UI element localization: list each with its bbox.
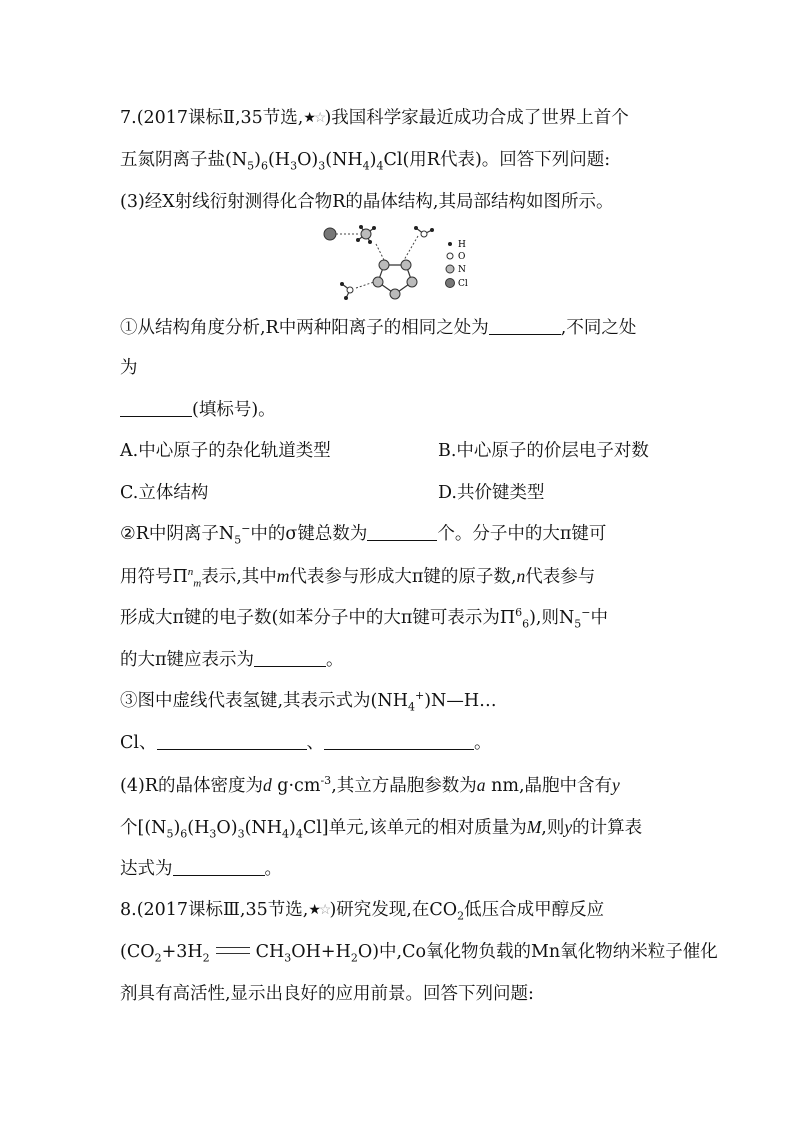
q8-line3: 剂具有高活性,显示出良好的应用前景。回答下列问题: (120, 984, 534, 1004)
var-n: n (516, 566, 526, 586)
text: 用符号Π (120, 567, 188, 587)
q7-sub2-line2 (120, 566, 596, 590)
text: 达式为 (120, 859, 173, 879)
text: 代表参与形成大π键的原子数, (289, 567, 517, 587)
answer-blank-1[interactable] (489, 318, 561, 335)
text: ,其立方晶胞参数为 (331, 776, 477, 796)
text: O)中,Co氧化物负载的Mn氧化物纳米粒子催化 (357, 942, 718, 962)
var-y: y (612, 775, 620, 795)
superscript: n (187, 566, 194, 579)
legend-label-h: H (458, 240, 466, 250)
nitrogen-atom-ring (379, 260, 389, 270)
q7-source: 7.(2017课标Ⅱ,35节选, (120, 108, 304, 128)
q7-sub2-line3 (120, 606, 609, 631)
nitrogen-atom-ring (373, 277, 383, 287)
text: (NH (244, 818, 282, 838)
text: )N—H… (424, 691, 497, 711)
nitrogen-atom-ring (407, 277, 417, 287)
superscript: − (241, 522, 251, 536)
text: 低压合成甲醇反应 (464, 900, 605, 920)
var-m: m (276, 566, 290, 586)
text: 、 (306, 733, 324, 753)
q7-sub1-line1 (120, 318, 636, 338)
hydrogen-atom (372, 226, 376, 230)
subscript: 2 (154, 951, 162, 965)
subscript: 4 (281, 827, 289, 841)
chlorine-atom (324, 228, 336, 240)
var-d: d (262, 775, 272, 795)
text: nm,晶胞中含有 (491, 776, 613, 796)
superscript: -3 (320, 774, 332, 788)
text: ) (254, 150, 261, 170)
subscript: 4 (376, 159, 384, 173)
subscript: 5 (574, 617, 582, 631)
oxygen-atom (347, 287, 353, 293)
subscript: 3 (290, 159, 298, 173)
subscript: 6 (260, 159, 268, 173)
q7-line2 (120, 150, 611, 173)
legend-label-o: O (458, 252, 466, 262)
answer-blank-5[interactable] (157, 733, 307, 750)
text: 中的σ键总数为 (250, 524, 368, 544)
text: OH+H (291, 942, 351, 962)
text: ) (288, 818, 296, 838)
subscript: 5 (166, 827, 174, 841)
subscript: 4 (407, 700, 415, 714)
text: 中 (590, 608, 609, 628)
superscript: + (414, 689, 425, 703)
subscript: 3 (318, 159, 326, 173)
nitrogen-atom-ring (401, 260, 411, 270)
subscript: 3 (284, 951, 292, 965)
text: 。 (474, 733, 492, 753)
text: CH (255, 942, 285, 962)
hydrogen-atom (344, 296, 348, 300)
option-b[interactable]: B.中心原子的价层电子对数 (438, 441, 649, 461)
text: ③图中虚线代表氢键,其表示式为(NH (120, 691, 408, 711)
q7-sub1-line3 (120, 400, 276, 420)
legend-chlorine-marker (446, 279, 455, 288)
text: (H (267, 150, 291, 170)
text: 形成大π键的电子数(如苯分子中的大π键可表示为Π (120, 608, 516, 628)
text: )研究发现,在CO (329, 900, 458, 920)
text: (填标号)。 (192, 400, 276, 420)
difficulty-star-icon: ★ (308, 902, 319, 918)
answer-blank-4[interactable] (254, 650, 326, 667)
legend-label-cl: Cl (458, 279, 468, 289)
q7-sub3-line1 (120, 689, 497, 714)
subscript: 5 (247, 159, 255, 173)
q7-sub2-line1 (120, 522, 607, 547)
option-a[interactable]: A.中心原子的杂化轨道类型 (120, 441, 331, 461)
text: ①从结构角度分析,R中两种阳离子的相同之处为 (120, 318, 489, 338)
option-c[interactable]: C.立体结构 (120, 483, 209, 503)
hydrogen-atom (356, 238, 360, 242)
answer-blank-3[interactable] (367, 524, 437, 541)
superscript: 6 (515, 606, 523, 620)
answer-blank-6[interactable] (324, 733, 474, 750)
text: O) (297, 150, 319, 170)
difficulty-star-empty-icon: ☆ (313, 110, 325, 126)
q8-line1 (120, 900, 605, 923)
text: +3H (161, 942, 203, 962)
var-y: y (564, 817, 573, 837)
text: ②R中阴离子N (120, 524, 235, 544)
text: ) (173, 818, 181, 838)
q7-part4-line3 (120, 859, 282, 879)
text: Cl(用R代表)。回答下列问题: (383, 150, 611, 170)
text: 的计算表 (572, 818, 643, 838)
text: ,不同之处 (560, 318, 637, 338)
nitrogen-atom-ring (390, 289, 400, 299)
text: 个。分子中的大π键可 (437, 524, 607, 544)
answer-blank-2[interactable] (120, 400, 192, 417)
subscript: 2 (202, 951, 210, 965)
legend-nitrogen-marker (446, 265, 454, 273)
subscript: 6 (522, 617, 530, 631)
text: (4)R的晶体密度为 (120, 776, 263, 796)
subscript: 2 (457, 909, 465, 923)
text: (NH (325, 150, 363, 170)
oxygen-atom (421, 231, 427, 237)
text: ) (369, 150, 377, 170)
q7-part3-intro: (3)经X射线衍射测得化合物R的晶体结构,其局部结构如图所示。 (120, 192, 614, 212)
text: 。 (326, 650, 344, 670)
hydrogen-atom (414, 226, 418, 230)
subscript: 4 (362, 159, 370, 173)
text: O) (216, 818, 238, 838)
q7-intro: )我国科学家最近成功合成了世界上首个 (324, 108, 629, 128)
subscript: 3 (209, 827, 217, 841)
option-d[interactable]: D.共价键类型 (438, 483, 545, 503)
q7-sub1-line2: 为 (120, 358, 138, 378)
subscript: 4 (295, 827, 303, 841)
var-M: M (526, 817, 542, 837)
text: Cl、 (120, 733, 157, 753)
text: (H (187, 818, 210, 838)
nitrogen-atom-nh4 (361, 229, 371, 239)
q7-part4-line1 (120, 775, 620, 796)
answer-blank-7[interactable] (173, 859, 265, 876)
text: 。 (264, 859, 282, 879)
superscript: − (581, 606, 591, 620)
subscript: 2 (350, 951, 358, 965)
q7-sub2-line4 (120, 650, 344, 670)
hydrogen-atom (340, 282, 344, 286)
text: ,则 (541, 818, 565, 838)
text: 的大π键应表示为 (120, 650, 255, 670)
crystal-structure-figure (318, 218, 478, 306)
text: 个[(N (120, 818, 167, 838)
difficulty-star-icon: ★ (303, 110, 314, 126)
q7-line1 (120, 108, 629, 128)
text: (CO (120, 942, 155, 962)
hydrogen-atom (368, 240, 372, 244)
text: Cl]单元,该单元的相对质量为 (302, 818, 527, 838)
legend (446, 240, 468, 289)
q8-source: 8.(2017课标Ⅲ,35节选, (120, 900, 309, 920)
hydrogen-atom (359, 225, 363, 229)
subscript: 3 (237, 827, 245, 841)
q7-part4-line2 (120, 817, 643, 841)
equals-sign-icon (216, 947, 250, 954)
legend-label-n: N (458, 265, 466, 275)
q7-sub3-line2 (120, 733, 492, 753)
text: 表示,其中 (201, 567, 277, 587)
subscript: m (193, 577, 202, 590)
subscript: 6 (180, 827, 188, 841)
text: 代表参与 (525, 567, 596, 587)
text: 五氮阴离子盐(N (120, 150, 248, 170)
subscript: 5 (234, 533, 242, 547)
text: g·cm (277, 776, 321, 796)
var-a: a (476, 775, 486, 795)
legend-oxygen-marker (447, 253, 453, 259)
legend-hydrogen-marker (448, 242, 452, 246)
text: ),则N (529, 608, 575, 628)
difficulty-star-empty-icon: ☆ (318, 902, 330, 918)
hydrogen-atom (430, 228, 434, 232)
q8-line2 (120, 942, 718, 965)
